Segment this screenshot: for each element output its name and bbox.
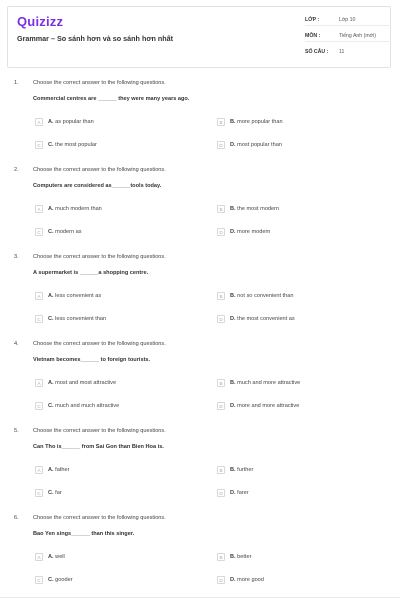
question-text: Can Tho is______ from Sai Gon than Bien Hoa is. xyxy=(33,444,164,450)
question-3 xyxy=(0,254,400,341)
question-text: Computers are considered as______tools today. xyxy=(33,183,162,189)
option-letter: C. xyxy=(48,316,54,322)
option-box: D xyxy=(217,576,225,584)
question-number: 5. xyxy=(14,428,19,434)
option-text: farer xyxy=(237,490,249,496)
option-b[interactable] xyxy=(217,465,253,475)
option-text: as popular than xyxy=(55,119,94,125)
option-box: A xyxy=(35,118,43,126)
question-5 xyxy=(0,428,400,515)
meta-label: MÔN : xyxy=(305,32,321,39)
option-a[interactable] xyxy=(35,465,69,475)
option-box: B xyxy=(217,379,225,387)
option-text: the most convenient as xyxy=(237,316,295,322)
question-instruction: Choose the correct answer to the following questions. xyxy=(33,428,166,434)
question-number: 6. xyxy=(14,515,19,521)
option-letter: B. xyxy=(230,119,236,125)
option-box: C xyxy=(35,315,43,323)
question-1 xyxy=(0,80,400,167)
option-b[interactable] xyxy=(217,204,279,214)
option-letter: C. xyxy=(48,490,54,496)
option-b[interactable] xyxy=(217,117,283,127)
option-box: D xyxy=(217,489,225,497)
option-c[interactable] xyxy=(35,227,82,237)
option-letter: B. xyxy=(230,293,236,299)
option-box: C xyxy=(35,402,43,410)
question-text: A supermarket is ______a shopping centre. xyxy=(33,270,149,276)
question-instruction: Choose the correct answer to the following questions. xyxy=(33,341,166,347)
option-a[interactable] xyxy=(35,552,65,562)
option-box: B xyxy=(217,118,225,126)
option-d[interactable] xyxy=(217,227,270,237)
option-letter: A. xyxy=(48,119,54,125)
option-letter: A. xyxy=(48,293,54,299)
question-2 xyxy=(0,167,400,254)
option-letter: A. xyxy=(48,554,54,560)
option-c[interactable] xyxy=(35,488,62,498)
page-title: Grammar – So sánh hơn và so sánh hơn nhất xyxy=(17,34,174,43)
question-text: Bao Yen sings______ than this singer. xyxy=(33,531,135,537)
option-text: more and more attractive xyxy=(237,403,300,409)
worksheet-header xyxy=(7,6,391,68)
meta-label: SỐ CÂU : xyxy=(305,48,329,55)
option-d[interactable] xyxy=(217,401,299,411)
question-instruction: Choose the correct answer to the following questions. xyxy=(33,167,166,173)
question-6 xyxy=(0,515,400,602)
option-box: D xyxy=(217,228,225,236)
meta-label: LỚP : xyxy=(305,16,320,23)
option-a[interactable] xyxy=(35,204,102,214)
question-4 xyxy=(0,341,400,428)
option-letter: D. xyxy=(230,577,236,583)
question-number: 2. xyxy=(14,167,19,173)
meta-row-count xyxy=(305,46,389,57)
option-box: D xyxy=(217,402,225,410)
option-d[interactable] xyxy=(217,140,282,150)
option-letter: D. xyxy=(230,142,236,148)
meta-value: Tiếng Anh (mới) xyxy=(339,32,376,39)
option-letter: C. xyxy=(48,229,54,235)
option-d[interactable] xyxy=(217,314,295,324)
option-text: not so convenient than xyxy=(237,293,294,299)
option-text: much and more attractive xyxy=(237,380,301,386)
option-letter: B. xyxy=(230,206,236,212)
option-box: D xyxy=(217,315,225,323)
option-text: more good xyxy=(237,577,264,583)
question-number: 4. xyxy=(14,341,19,347)
option-text: better xyxy=(237,554,252,560)
option-letter: A. xyxy=(48,467,54,473)
option-text: further xyxy=(237,467,254,473)
option-text: well xyxy=(55,554,65,560)
option-a[interactable] xyxy=(35,291,101,301)
option-text: far xyxy=(55,490,62,496)
option-b[interactable] xyxy=(217,378,300,388)
option-c[interactable] xyxy=(35,401,119,411)
option-text: less convenient as xyxy=(55,293,102,299)
option-b[interactable] xyxy=(217,552,251,562)
option-text: father xyxy=(55,467,70,473)
option-box: A xyxy=(35,466,43,474)
option-text: most popular than xyxy=(237,142,282,148)
option-box: B xyxy=(217,292,225,300)
question-text: Commercial centres are ______ they were many years ago. xyxy=(33,96,190,102)
option-letter: B. xyxy=(230,554,236,560)
option-box: C xyxy=(35,228,43,236)
option-text: modern as xyxy=(55,229,82,235)
option-box: A xyxy=(35,379,43,387)
question-number: 1. xyxy=(14,80,19,86)
option-c[interactable] xyxy=(35,575,73,585)
option-letter: D. xyxy=(230,490,236,496)
option-text: the most modern xyxy=(237,206,280,212)
option-text: the most popular xyxy=(55,142,97,148)
page-divider xyxy=(0,597,400,598)
option-box: A xyxy=(35,553,43,561)
option-letter: A. xyxy=(48,380,54,386)
option-box: C xyxy=(35,141,43,149)
option-b[interactable] xyxy=(217,291,293,301)
option-box: B xyxy=(217,553,225,561)
meta-row-subject xyxy=(305,30,389,42)
option-text: more popular than xyxy=(237,119,283,125)
option-c[interactable] xyxy=(35,140,97,150)
option-letter: C. xyxy=(48,577,54,583)
option-letter: B. xyxy=(230,467,236,473)
option-box: A xyxy=(35,292,43,300)
option-letter: D. xyxy=(230,403,236,409)
option-text: less convenient than xyxy=(55,316,107,322)
option-letter: C. xyxy=(48,403,54,409)
option-box: B xyxy=(217,205,225,213)
option-box: C xyxy=(35,489,43,497)
option-text: most and most attractive xyxy=(55,380,117,386)
meta-info xyxy=(305,14,389,61)
option-box: C xyxy=(35,576,43,584)
question-instruction: Choose the correct answer to the following questions. xyxy=(33,515,166,521)
option-letter: A. xyxy=(48,206,54,212)
question-instruction: Choose the correct answer to the following questions. xyxy=(33,254,166,260)
option-letter: B. xyxy=(230,380,236,386)
meta-row-grade xyxy=(305,14,389,26)
meta-value: Lớp 10 xyxy=(339,16,356,23)
option-text: gooder xyxy=(55,577,73,583)
option-box: A xyxy=(35,205,43,213)
option-letter: C. xyxy=(48,142,54,148)
option-d[interactable] xyxy=(217,575,264,585)
option-text: much modern than xyxy=(55,206,102,212)
option-box: D xyxy=(217,141,225,149)
meta-value: 11 xyxy=(339,48,345,55)
option-letter: D. xyxy=(230,316,236,322)
quizizz-logo[interactable]: Quizizz xyxy=(17,14,64,29)
option-letter: D. xyxy=(230,229,236,235)
question-number: 3. xyxy=(14,254,19,260)
question-instruction: Choose the correct answer to the following questions. xyxy=(33,80,166,86)
option-c[interactable] xyxy=(35,314,106,324)
option-a[interactable] xyxy=(35,378,116,388)
option-text: much and much attractive xyxy=(55,403,120,409)
option-box: B xyxy=(217,466,225,474)
question-text: Vietnam becomes______ to foreign tourists. xyxy=(33,357,151,363)
option-text: more modern xyxy=(237,229,271,235)
option-d[interactable] xyxy=(217,488,249,498)
option-a[interactable] xyxy=(35,117,94,127)
